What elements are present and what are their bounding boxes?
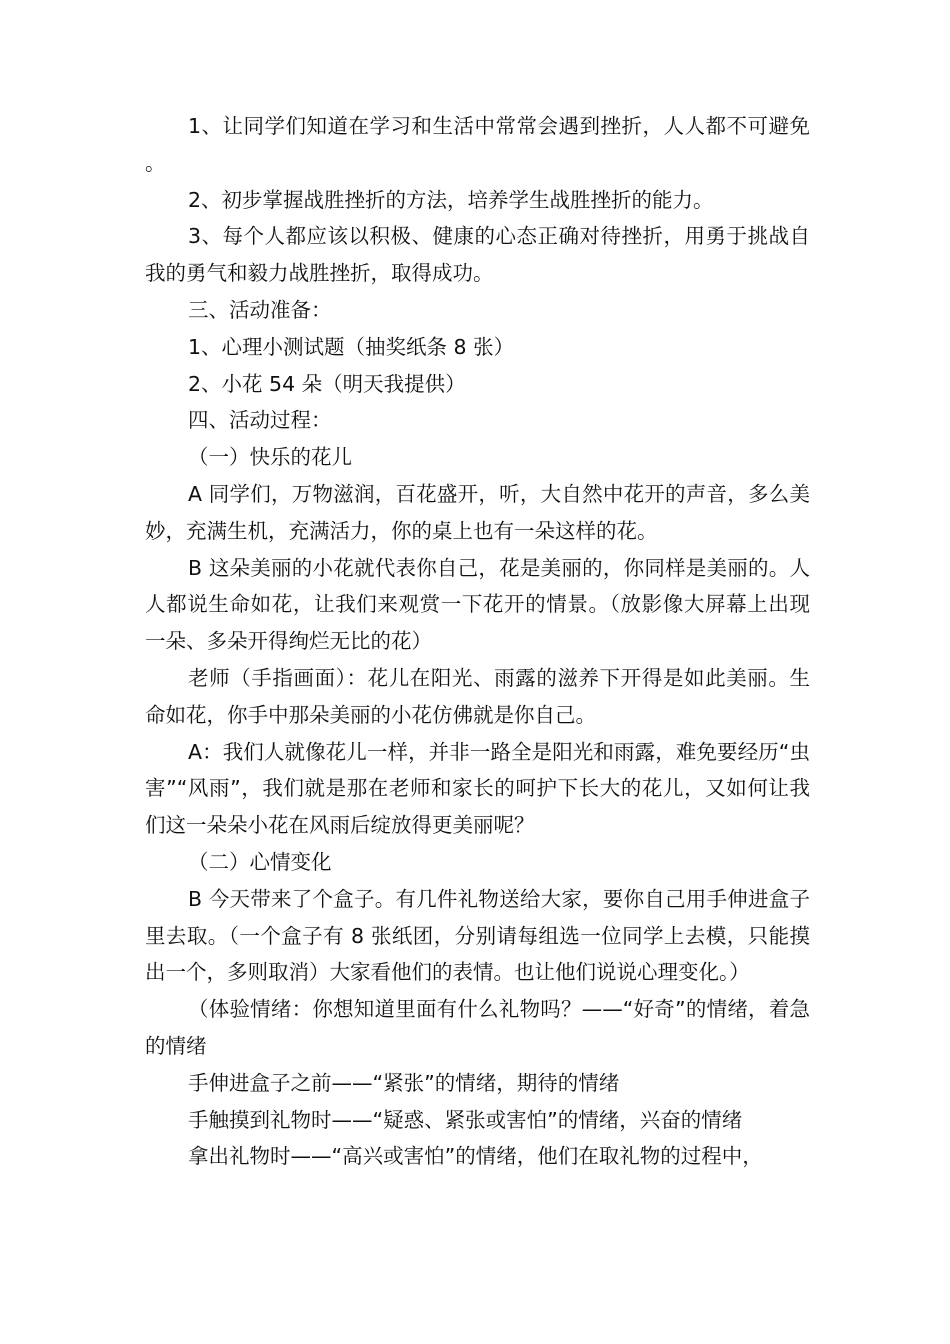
dialogue-b2-paragraph: B 今天带来了个盒子。有几件礼物送给大家，要你自己用手伸进盒子里去取。（一个盒子有 8 张纸团，分别请每组选一位同学上去模，只能摸出一个，多则取消）大家看他们的表情。也让他们说说心理变化。） bbox=[145, 886, 810, 985]
document-body bbox=[145, 108, 810, 1175]
preparation-item-2: 2、小花 54 朵（明天我提供） bbox=[188, 371, 466, 396]
section-heading-process: 四、活动过程： bbox=[188, 408, 332, 433]
emotion-touch-paragraph: 手触摸到礼物时——“疑惑、紧张或害怕”的情绪，兴奋的情绪 bbox=[188, 1107, 743, 1132]
emotion-experience-paragraph: （体验情绪：你想知道里面有什么礼物吗？——“好奇”的情绪，着急的情绪 bbox=[145, 997, 810, 1058]
goal-1-paragraph: 1、让同学们知道在学习和生活中常常会遇到挫折，人人都不可避免。 bbox=[145, 114, 810, 175]
goal-2-paragraph: 2、初步掌握战胜挫折的方法，培养学生战胜挫折的能力。 bbox=[188, 187, 714, 212]
subsection-heading-mood-change: （二）心情变化 bbox=[188, 849, 332, 874]
teacher-paragraph: 老师（手指画面）：花儿在阳光、雨露的滋养下开得是如此美丽。生命如花，你手中那朵美丽的小花仿佛就是你自己。 bbox=[145, 665, 810, 727]
dialogue-a-paragraph: A 同学们，万物滋润，百花盛开，听，大自然中花开的声音，多么美妙，充满生机，充满活力，你的桌上也有一朵这样的花。 bbox=[145, 481, 810, 543]
dialogue-b-paragraph: B 这朵美丽的小花就代表你自己，花是美丽的，你同样是美丽的。人人都说生命如花，让我们来观赏一下花开的情景。（放影像大屏幕上出现一朵、多朵开得绚烂无比的花） bbox=[145, 555, 810, 654]
emotion-takeout-paragraph: 拿出礼物时——“高兴或害怕”的情绪，他们在取礼物的过程中， bbox=[188, 1144, 763, 1169]
section-heading-preparation: 三、活动准备： bbox=[188, 297, 332, 322]
goal-3-paragraph: 3、每个人都应该以积极、健康的心态正确对待挫折，用勇于挑战自我的勇气和毅力战胜挫折，取得成功。 bbox=[145, 224, 810, 286]
dialogue-a2-paragraph: A：我们人就像花儿一样，并非一路全是阳光和雨露，难免要经历“虫害”“风雨”，我们就是那在老师和家长的呵护下长大的花儿，又如何让我们这一朵朵小花在风雨后绽放得更美丽呢？ bbox=[145, 739, 810, 838]
preparation-item-1: 1、心理小测试题（抽奖纸条 8 张） bbox=[188, 334, 515, 359]
subsection-heading-happy-flowers: （一）快乐的花儿 bbox=[188, 445, 352, 470]
emotion-before-paragraph: 手伸进盒子之前——“紧张”的情绪，期待的情绪 bbox=[188, 1070, 620, 1095]
